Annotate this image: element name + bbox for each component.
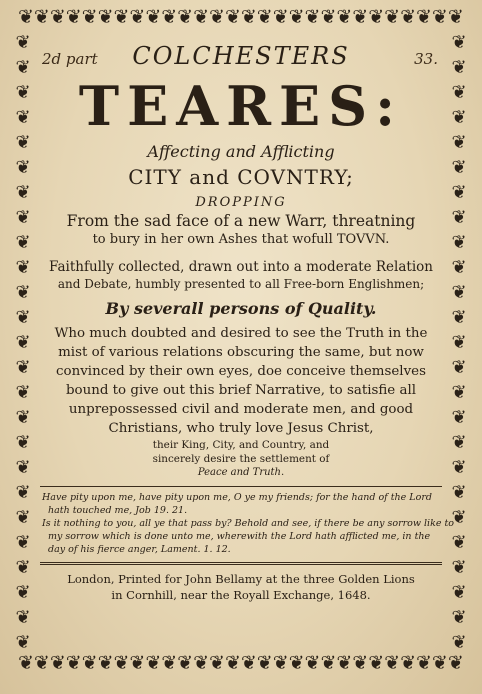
title-teares: TEARES: [78,74,404,138]
scripture-quote [40,491,455,556]
quote-line: hath touched me, Job 19. 21. [48,505,188,516]
body-line: mist of various relations obscuring the same, but now [58,345,424,360]
subtitle-sad-face: From the sad face of a new Warr, threatning [66,212,416,230]
quote-line: Is it nothing to you, all ye that pass by? Behold and see, if there be any sorrow like to [42,518,455,529]
body-line: bound to give out this brief Narrative, to satisfie all [65,383,417,398]
ornamental-border-top: ❦❦❦❦❦❦❦❦❦❦❦❦❦❦❦❦❦❦❦❦❦❦❦❦❦❦❦❦ [18,8,464,28]
quote-line: my sorrow which is done unto me, wherewith the Lord hath afflicted me, in the [48,531,431,542]
divider-rule-top [40,486,442,487]
title-colchesters: COLCHESTERS [132,42,350,70]
authors-line: By severall persons of Quality. [105,299,377,318]
quote-line: day of his fierce anger, Lament. 1. 12. [48,544,231,555]
ornamental-border-left: ❦ ❦ ❦ ❦ ❦ ❦ ❦ ❦ ❦ ❦ ❦ ❦ ❦ ❦ ❦ ❦ ❦ ❦ ❦ ❦ ❦ ❦ ❦ ❦ ❦ [15,32,31,653]
closing-text [40,438,442,480]
body-line: Christians, who truly love Jesus Christ, [108,421,374,436]
ornamental-border-right: ❦ ❦ ❦ ❦ ❦ ❦ ❦ ❦ ❦ ❦ ❦ ❦ ❦ ❦ ❦ ❦ ❦ ❦ ❦ ❦ ❦ ❦ ❦ ❦ ❦ [451,32,467,653]
body-line: Who much doubted and desired to see the Truth in the [54,326,428,341]
description-line-1: Faithfully collected, drawn out into a moderate Relation [49,259,433,275]
closing-line: their King, City, and Country, and [152,439,330,451]
handwritten-page-number: 33. [414,50,438,68]
handwritten-part-note: 2d part [42,50,98,68]
body-line: convinced by their own eyes, doe conceive themselves [56,364,426,379]
quote-line: Have pity upon me, have pity upon me, O ye my friends; for the hand of the Lord [42,492,432,503]
divider-rule-bottom [40,562,442,565]
subtitle-dropping: DROPPING [195,195,287,210]
title-page-content [40,38,455,603]
title-header [40,38,442,74]
closing-line: Peace and Truth. [197,467,285,478]
imprint [40,571,442,603]
body-text [40,324,442,438]
subtitle-bury-town: to bury in her own Ashes that wofull TOVVN. [92,232,390,247]
subtitle-affecting: Affecting and Afflicting [147,142,335,161]
closing-line: sincerely desire the settlement of [152,453,330,465]
body-line: unprepossessed civil and moderate men, and good [68,402,414,417]
imprint-line-2: in Cornhill, near the Royall Exchange, 1648. [111,588,371,602]
imprint-line-1: London, Printed for John Bellamy at the three Golden Lions [67,572,415,586]
description-line-2: and Debate, humbly presented to all Free-born Englishmen; [57,277,425,291]
ornamental-border-bottom: ❦❦❦❦❦❦❦❦❦❦❦❦❦❦❦❦❦❦❦❦❦❦❦❦❦❦❦❦ [18,654,464,674]
subtitle-city-country: CITY and COVNTRY; [128,165,354,189]
